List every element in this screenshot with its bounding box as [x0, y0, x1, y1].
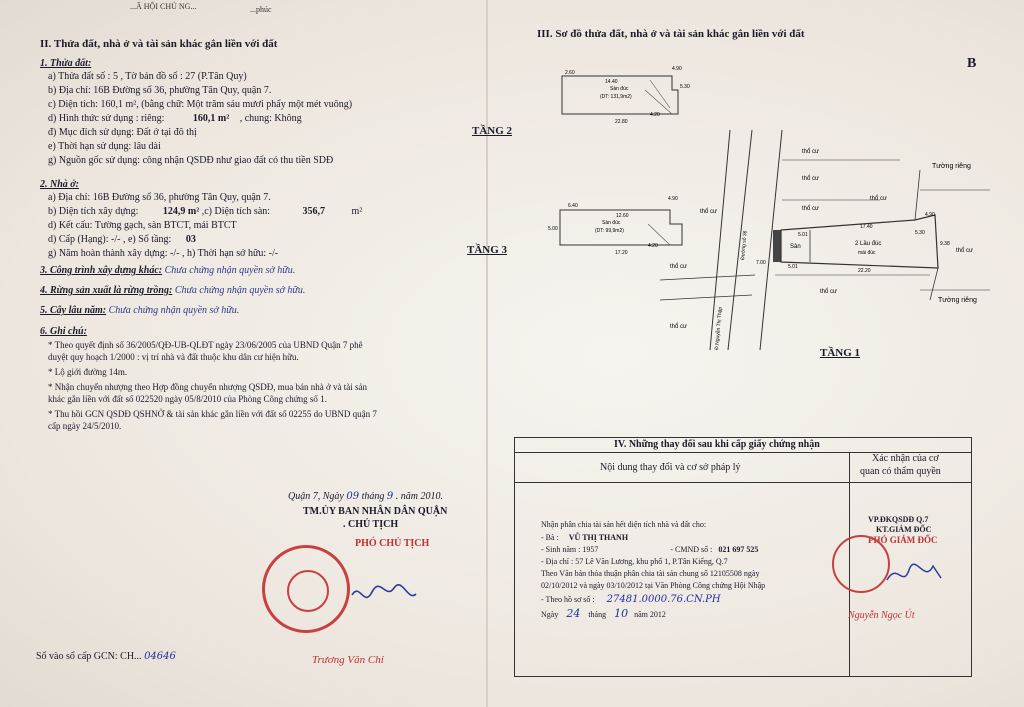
tuong-rieng-1: Tường riêng	[932, 163, 971, 170]
note3b: khác gắn liền với đất số 022520 ngày 05/8/2010 của Phòng Công chứng số 1.	[48, 394, 327, 404]
sign-month-label: tháng	[361, 491, 385, 502]
entry-number	[36, 651, 176, 662]
f3-area: (DT: 99,9m2)	[595, 228, 624, 234]
section2-title: II. Thửa đất, nhà ở và tài sản khác gắn liền với đất	[40, 38, 278, 50]
f3-dim3: 4.90	[668, 196, 678, 202]
s4-row	[40, 285, 305, 296]
land-g: g) Nguồn gốc sử dụng: công nhận QSDĐ như giao đất có thu tiền SDĐ	[48, 155, 334, 166]
note2: * Lộ giới đường 14m.	[48, 367, 128, 377]
f1-dim7: 7.00	[756, 260, 766, 266]
f2-area: (DT: 131,9m2)	[600, 94, 632, 100]
f1-dim3: 5.01	[798, 232, 808, 238]
f1-luu-duc: 2 Lầu đúc	[855, 241, 882, 247]
s4-title: 4. Rừng sản xuất là rừng trồng:	[40, 285, 173, 296]
note4b: cấp ngày 24/5/2010.	[48, 421, 122, 431]
s3-value: Chưa chứng nhận quyền sở hữu.	[164, 265, 296, 276]
house-b	[48, 206, 362, 217]
s3-row	[40, 265, 295, 276]
land-b: b) Địa chỉ: 16B Đường số 36, phường Tân Quy, quận 7.	[48, 85, 272, 96]
floor1-plan	[756, 170, 950, 300]
house-d	[48, 234, 196, 245]
change-l7-label: - Theo hồ sơ số :	[541, 595, 595, 604]
change-l8-month: 10	[614, 607, 629, 620]
change-l2-label: - Bà :	[541, 533, 559, 542]
change-l6: 02/10/2012 và ngày 03/10/2012 tại Văn Phòng Công chứng Hội Nhập	[541, 581, 766, 590]
sign-date-prefix: Quận 7, Ngày	[288, 491, 344, 502]
tho-cu-1: thổ cư	[802, 149, 820, 155]
f3-dim4: 17.20	[615, 250, 628, 256]
house-b-mid: ,c) Diện tích sàn:	[201, 206, 271, 217]
f1-dim1: 4.90	[925, 212, 935, 218]
f2-dim2: 14.40	[605, 79, 618, 85]
s4-value: Chưa chứng nhận quyền sở hữu.	[174, 285, 306, 296]
change-l7	[541, 594, 721, 605]
house-floors: 03	[185, 234, 196, 245]
f2-dim6: 5.30	[680, 84, 690, 90]
vice-director: PHÓ GIÁM ĐỐC	[868, 535, 938, 545]
tho-cu-2: thổ cư	[802, 176, 820, 182]
note1b: duyệt quy hoạch 1/2000 : vị trí nhà và đất thuộc khu dân cư hiện hữu.	[48, 352, 299, 362]
change-l8-year: năm 2012	[634, 610, 666, 619]
f1-dim5: 9.38	[940, 241, 950, 247]
f2-dim5: 4.20	[650, 112, 660, 118]
f1-mai-duc: mái đúc	[858, 250, 876, 256]
section4-title: IV. Những thay đổi sau khi cấp giấy chứng nhận	[614, 439, 820, 450]
floor3-plan	[548, 196, 682, 256]
vp-office: VP.ĐKQSDĐ Q.7	[868, 515, 929, 524]
land-title: 1. Thửa đất:	[40, 58, 92, 69]
change-l8	[541, 607, 666, 620]
f1-dim6: 5.30	[915, 230, 925, 236]
land-d-tail: , chung: Không	[239, 113, 302, 124]
official-seal-left	[262, 545, 350, 633]
f3-dim2: 12.60	[616, 213, 629, 219]
tho-cu-6: thổ cư	[956, 248, 974, 254]
s6-title: 6. Ghi chú:	[40, 326, 87, 337]
s5-value: Chưa chứng nhận quyền sở hữu.	[108, 305, 240, 316]
col-content-header: Nội dung thay đổi và cơ sở pháp lý	[600, 462, 741, 473]
change-l4: - Địa chỉ : 57 Lê Văn Lương, khu phố 1, P.Tân Kiểng, Q.7	[541, 557, 728, 566]
change-l5: Theo Văn bản thỏa thuận phân chia tài sản chung số 12105508 ngày	[541, 569, 760, 578]
sign-year: . năm 2010.	[395, 491, 443, 502]
floor2-plan	[562, 66, 690, 125]
change-l2-value: VŨ THỊ THANH	[568, 533, 629, 542]
note4a: * Thu hồi GCN QSDĐ QSHNỞ & tài sản khác gắn liền với đất số 02255 do UBND quận 7	[48, 409, 377, 419]
sign-role: . CHỦ TỊCH	[343, 519, 399, 530]
page-letter: B	[967, 56, 977, 71]
site-plan	[520, 50, 1000, 350]
tang2-label: TẦNG 2	[472, 125, 513, 137]
col-confirm-header-1: Xác nhận của cơ	[872, 453, 939, 464]
stamp-role: PHÓ CHỦ TỊCH	[355, 538, 430, 549]
f3-san-duc: Sàn đúc	[602, 220, 621, 226]
land-e: đ) Mục đích sử dụng: Đất ở tại đô thị	[48, 127, 197, 138]
f2-san-duc: Sàn đúc	[610, 86, 629, 92]
change-l1: Nhận phân chia tài sản hết diện tích nhà và đất cho:	[541, 520, 707, 529]
land-d-value: 160,1 m²	[192, 113, 230, 124]
tuong-rieng-2: Tường riêng	[938, 297, 977, 304]
house-title: 2. Nhà ở:	[40, 179, 79, 190]
house-b-label: b) Diện tích xây dựng:	[48, 206, 139, 217]
land-d-label: d) Hình thức sử dụng : riêng:	[48, 113, 165, 124]
change-l3-mid: - CMND số :	[670, 545, 713, 554]
s5-title: 5. Cây lâu năm:	[40, 305, 107, 316]
kt-director: KT.GIÁM ĐỐC	[876, 525, 932, 534]
tho-cu-5: thổ cư	[870, 196, 888, 202]
sign-org: TM.ỦY BAN NHÂN DÂN QUẬN	[303, 506, 448, 517]
house-b-unit: m²	[351, 206, 363, 217]
s5-row	[40, 305, 239, 316]
house-d-label: d) Cấp (Hạng): -/- , e) Số tầng:	[48, 234, 172, 245]
official-seal-right	[832, 535, 890, 593]
land-d	[48, 113, 302, 124]
signer-left: Trương Văn Chỉ	[312, 654, 384, 666]
signature-right	[885, 560, 945, 590]
change-l8-month-label: tháng	[588, 610, 607, 619]
land-f: e) Thời hạn sử dụng: lâu dài	[48, 141, 161, 152]
f3-dim1: 6.40	[568, 203, 578, 209]
house-c: d) Kết cấu: Tường gạch, sàn BTCT, mái BTCT	[48, 220, 237, 231]
tang3-label: TẦNG 3	[467, 244, 508, 256]
land-c: c) Diện tích: 160,1 m², (bằng chữ: Một trăm sáu mươi phẩy một mét vuông)	[48, 99, 353, 110]
change-l2	[541, 533, 628, 542]
header-top: ...Ã HỘI CHỦ NG...	[130, 2, 197, 11]
sign-month: 9	[386, 491, 394, 502]
col-confirm-header-2: quan có thẩm quyền	[860, 466, 941, 477]
road36-label: Đường số 36	[740, 230, 749, 261]
header-sub: ...phúc	[250, 5, 272, 14]
house-a: a) Địa chỉ: 16B Đường số 36, phường Tân Quy, quận 7.	[48, 192, 271, 203]
s3-title: 3. Công trình xây dựng khác:	[40, 265, 163, 276]
house-e: g) Năm hoàn thành xây dựng: -/- , h) Thời hạn sở hữu: -/-	[48, 248, 279, 259]
f2-dim4: 22.80	[615, 119, 628, 125]
f1-dim8: 5.01	[788, 264, 798, 270]
note1a: * Theo quyết định số 36/2005/QĐ-UB-QLĐT ngày 23/06/2005 của UBND Quận 7 phê	[48, 340, 363, 350]
f1-dim2: 17.40	[860, 224, 873, 230]
f2-dim3: 4.90	[672, 66, 682, 72]
f3-dim6: 4.20	[648, 243, 658, 249]
tho-cu-9: thổ cư	[700, 209, 718, 215]
road-nguyen-label: Đ.Nguyễn Thị Thập	[714, 306, 724, 350]
change-l7-value: 27481.0000.76.CN.PH	[606, 594, 721, 605]
house-b-value2: 356,7	[302, 206, 326, 217]
change-l3-label: - Sinh năm : 1957	[541, 545, 599, 554]
change-l3-value: 021 697 525	[718, 545, 759, 554]
change-l8-day: 24	[566, 607, 581, 620]
tho-cu-3: thổ cư	[802, 206, 820, 212]
f2-dim1: 2.60	[565, 70, 575, 76]
page-fold	[486, 0, 488, 707]
signature-left	[350, 580, 420, 610]
land-a: a) Thửa đất số : 5 , Tờ bản đồ số : 27 (P.Tân Quy)	[48, 71, 247, 82]
house-b-value: 124,9 m²	[162, 206, 200, 217]
entry-label: Số vào sổ cấp GCN: CH...	[36, 651, 142, 662]
sign-day: 09	[346, 491, 360, 502]
tho-cu-7: thổ cư	[670, 324, 688, 330]
change-l3	[541, 545, 758, 554]
tho-cu-4: thổ cư	[820, 289, 838, 295]
tang1-label: TẦNG 1	[820, 347, 861, 359]
sign-date	[288, 491, 443, 502]
f1-san: Sân	[790, 244, 801, 250]
note3a: * Nhận chuyển nhượng theo Hợp đồng chuyển nhượng QSDĐ, mua bán nhà ở và tài sản	[48, 382, 367, 392]
entry-value: 04646	[144, 651, 176, 662]
f3-dim5: 5.00	[548, 226, 558, 232]
section3-title: III. Sơ đồ thửa đất, nhà ở và tài sản khác gắn liền với đất	[537, 28, 805, 40]
change-l8-label: Ngày	[541, 610, 559, 619]
f1-dim4: 22.20	[858, 268, 871, 274]
tho-cu-8: thổ cư	[670, 264, 688, 270]
signer-right: Nguyễn Ngọc Út	[848, 610, 915, 621]
